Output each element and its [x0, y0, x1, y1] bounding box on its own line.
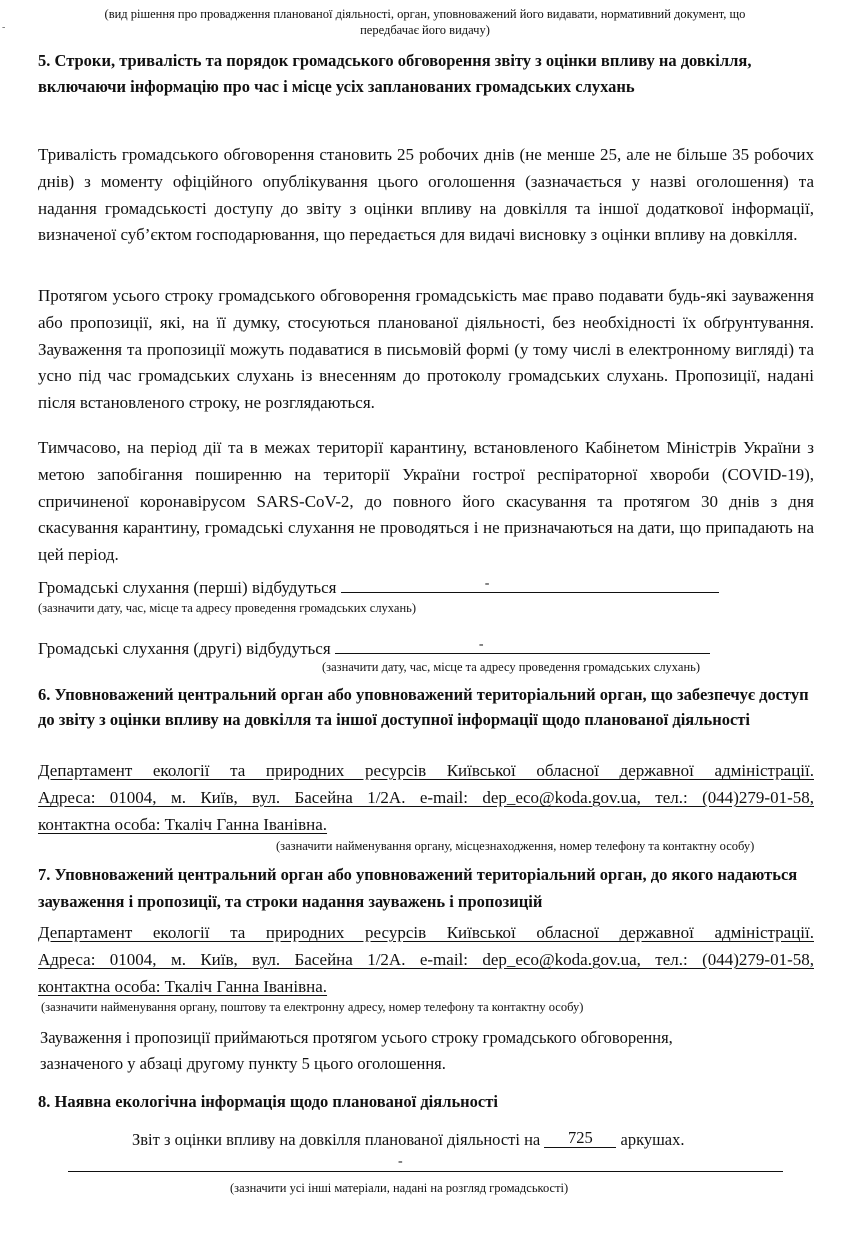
- report-pages-value: 725: [568, 1128, 593, 1147]
- authority-address: Адреса: 01004, м. Київ, вул. Басейна 1/2А. e-mail: dep_eco@koda.gov.ua, тел.: (044)279-01-58,: [38, 788, 814, 807]
- scan-mark: ‐: [2, 22, 6, 33]
- section-5-heading: 5. Строки, тривалість та порядок громадського обговорення звіту з оцінки впливу на довкілля, включаючи інформацію про час і місце усіх запланованих громадських слухань: [38, 51, 752, 96]
- submission-note-line: Зауваження і пропозиції приймаються протягом усього строку громадського обговорення,: [40, 1028, 673, 1047]
- first-hearing-line: [38, 575, 719, 599]
- second-hearing-line: [38, 636, 710, 660]
- decision-caption: [30, 6, 820, 38]
- second-hearing-label: Громадські слухання (другі) відбудуться: [38, 639, 331, 658]
- section-7-contact: [38, 919, 814, 1000]
- section-7-heading: 7. Уповноважений центральний орган або уповноважений територіальний орган, до якого надаються зауваження і пропозиції, та строки надання зауважень і пропозицій: [38, 865, 798, 911]
- submission-note-line: зазначеного у абзаці другому пункту 5 цього оголошення.: [40, 1054, 446, 1073]
- first-hearing-label: Громадські слухання (перші) відбудуться: [38, 578, 337, 597]
- second-hearing-caption: (зазначити дату, час, місце та адресу проведення громадських слухань): [322, 660, 700, 674]
- authority-contact-person: контактна особа: Ткаліч Ганна Іванівна.: [38, 815, 328, 834]
- blank-dash: -: [398, 1154, 403, 1169]
- decision-caption-line: (вид рішення про провадження планованої діяльності, орган, уповноважений його видавати, нормативний документ, що: [104, 7, 746, 21]
- section-8-caption: (зазначити усі інші матеріали, надані на розгляд громадськості): [230, 1181, 569, 1195]
- report-line: [132, 1129, 685, 1151]
- blank-dash: -: [484, 576, 490, 591]
- section-7-caption: (зазначити найменування органу, поштову та електронну адресу, номер телефону та контактну особу): [41, 1000, 584, 1014]
- section-6-heading: 6. Уповноважений центральний орган або уповноважений територіальний орган, що забезпечує доступ до звіту з оцінки впливу на довкілля та іншої доступної інформації щодо планованої діяльності: [38, 685, 809, 729]
- blank-dash: -: [478, 637, 484, 652]
- first-hearing-blank: [341, 575, 719, 593]
- authority-name: Департамент екології та природних ресурсів Київської обласної державної адміністрації.: [38, 761, 814, 780]
- report-pages-blank: [544, 1129, 616, 1148]
- section-6-caption: (зазначити найменування органу, місцезнаходження, номер телефону та контактну особу): [276, 839, 755, 853]
- second-hearing-blank: [335, 636, 710, 654]
- other-materials-blank: [68, 1155, 783, 1172]
- authority-name: Департамент екології та природних ресурсів Київської обласної державної адміністрації.: [38, 923, 814, 942]
- section-5-paragraph-duration: Тривалість громадського обговорення становить 25 робочих днів (не менше 25, але не більше 35 робочих днів) з моменту офіційного опублікування цього оголошення (зазначається у назві оголошення) та надання громадськості доступу до звіту з оцінки впливу на довкілля та іншої додаткової інформації, визначеної суб’єктом господарювання, що передається для видачі висновку з оцінки впливу на довкілля.: [38, 145, 814, 245]
- submission-note: [40, 1025, 673, 1077]
- report-prefix: Звіт з оцінки впливу на довкілля планованої діяльності на: [132, 1130, 541, 1149]
- authority-contact-person: контактна особа: Ткаліч Ганна Іванівна.: [38, 977, 328, 996]
- authority-address: Адреса: 01004, м. Київ, вул. Басейна 1/2А. e-mail: dep_eco@koda.gov.ua, тел.: (044)279-01-58,: [38, 950, 814, 969]
- section-5-paragraph-comments: Протягом усього строку громадського обговорення громадськість має право подавати будь-які зауваження або пропозиції, які, на її думку, стосуються планованої діяльності, без необхідності їх обґрунтування. Зауваження та пропозиції можуть подаватися в письмовій формі (у тому числі в електронному вигляді) та усно під час громадських слухань із внесенням до протоколу громадських слухань. Пропозиції, надані після встановленого строку, не розглядаються.: [38, 286, 814, 413]
- section-8-heading: 8. Наявна екологічна інформація щодо планованої діяльності: [38, 1092, 498, 1111]
- decision-caption-line: передбачає його видачу): [360, 23, 490, 37]
- first-hearing-caption: (зазначити дату, час, місце та адресу проведення громадських слухань): [38, 601, 416, 615]
- section-5-paragraph-quarantine: Тимчасово, на період дії та в межах території карантину, встановленого Кабінетом Міністрів України з метою запобігання поширенню на території України гострої респіраторної хвороби (COVID-19), спричиненої коронавірусом SARS-CoV-2, до повного його скасування та протягом 30 днів з дня скасування карантину, громадські слухання не проводяться і не призначаються на дати, що припадають на цей період.: [38, 438, 814, 565]
- report-suffix: аркушах.: [620, 1130, 685, 1149]
- section-6-contact: [38, 757, 814, 838]
